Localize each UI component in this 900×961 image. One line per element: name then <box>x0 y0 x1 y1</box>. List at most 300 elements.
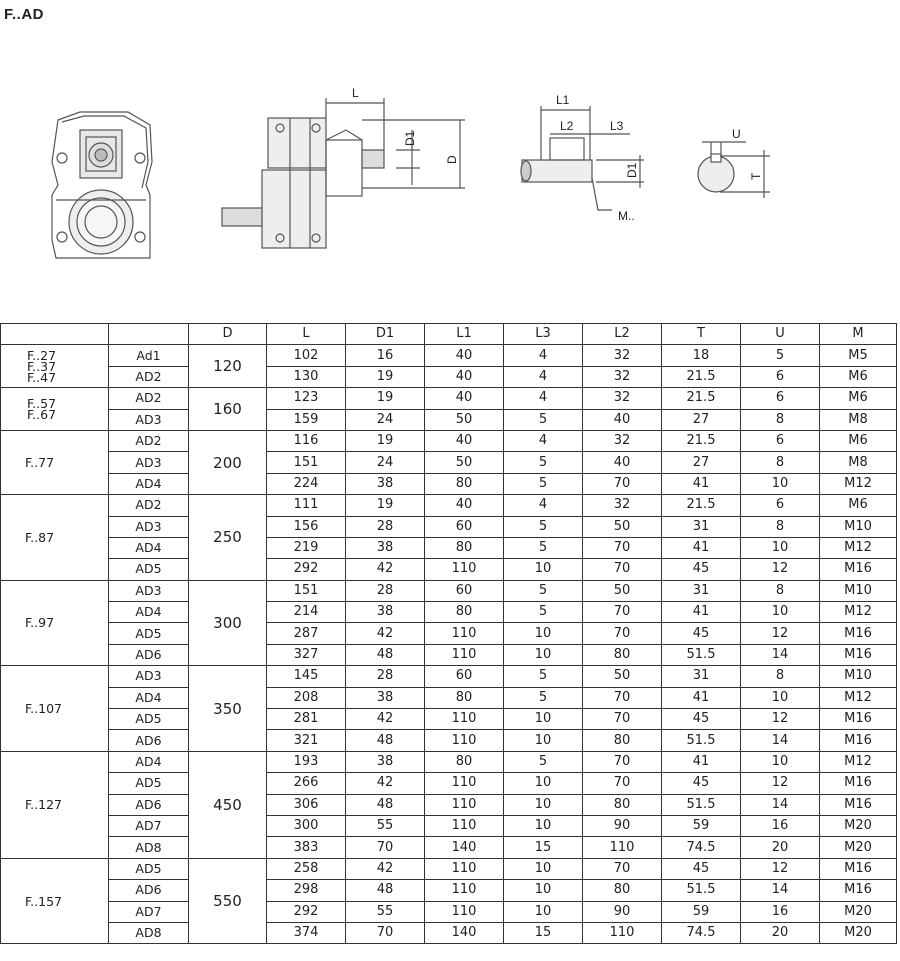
table-row <box>1 773 897 794</box>
adapter-type-cell: AD2 <box>109 388 189 409</box>
value-cell: 20 <box>741 922 820 943</box>
dim-label-L1: L1 <box>556 93 570 107</box>
value-cell: 4 <box>504 366 583 387</box>
value-cell: M12 <box>820 602 897 623</box>
adapter-type-cell: AD7 <box>109 901 189 922</box>
value-cell: 10 <box>504 559 583 580</box>
value-cell: 8 <box>741 666 820 687</box>
value-cell: 27 <box>662 409 741 430</box>
value-cell: 55 <box>346 815 425 836</box>
model-name: F..27 <box>27 347 57 363</box>
side-view-drawing <box>222 98 465 248</box>
value-cell: 6 <box>741 430 820 451</box>
table-row <box>1 516 897 537</box>
value-cell: 50 <box>583 666 662 687</box>
value-cell: M16 <box>820 773 897 794</box>
value-cell: M20 <box>820 815 897 836</box>
value-cell: 48 <box>346 880 425 901</box>
table-row <box>1 858 897 879</box>
value-cell: M12 <box>820 751 897 772</box>
value-cell: 14 <box>741 730 820 751</box>
dim-label-D: D <box>445 155 459 164</box>
value-cell: 5 <box>741 345 820 366</box>
model-name: F..157 <box>25 893 62 909</box>
value-cell: 151 <box>267 452 346 473</box>
column-header: T <box>662 324 741 345</box>
dim-label-T: T <box>749 172 763 180</box>
value-cell: M10 <box>820 580 897 601</box>
value-cell: 42 <box>346 623 425 644</box>
value-cell: 8 <box>741 580 820 601</box>
adapter-type-cell: AD3 <box>109 516 189 537</box>
adapter-type-cell: AD4 <box>109 751 189 772</box>
value-cell: 27 <box>662 452 741 473</box>
value-cell: 21.5 <box>662 366 741 387</box>
table-row <box>1 901 897 922</box>
table-row <box>1 730 897 751</box>
value-cell: 110 <box>583 922 662 943</box>
value-cell: M6 <box>820 495 897 516</box>
value-cell: 59 <box>662 815 741 836</box>
value-cell: 12 <box>741 858 820 879</box>
value-cell: 12 <box>741 709 820 730</box>
value-cell: M16 <box>820 709 897 730</box>
value-cell: 159 <box>267 409 346 430</box>
value-cell: M16 <box>820 559 897 580</box>
value-cell: M8 <box>820 452 897 473</box>
value-cell: 110 <box>583 837 662 858</box>
value-cell: 41 <box>662 537 741 558</box>
value-cell: 80 <box>425 473 504 494</box>
value-cell: M5 <box>820 345 897 366</box>
value-cell: 51.5 <box>662 880 741 901</box>
value-cell: 10 <box>504 644 583 665</box>
diameter-d-cell: 300 <box>189 580 267 666</box>
adapter-type-cell: AD8 <box>109 837 189 858</box>
adapter-type-cell: AD4 <box>109 473 189 494</box>
adapter-type-cell: AD3 <box>109 409 189 430</box>
value-cell: 10 <box>504 901 583 922</box>
value-cell: 10 <box>741 602 820 623</box>
value-cell: 116 <box>267 430 346 451</box>
value-cell: 5 <box>504 537 583 558</box>
adapter-type-cell: AD3 <box>109 452 189 473</box>
model-cell <box>1 858 109 944</box>
diameter-d-cell: 160 <box>189 388 267 431</box>
model-cell <box>1 430 109 494</box>
value-cell: M16 <box>820 880 897 901</box>
adapter-type-cell: AD3 <box>109 580 189 601</box>
value-cell: 50 <box>583 516 662 537</box>
adapter-type-cell: AD5 <box>109 709 189 730</box>
adapter-type-cell: AD6 <box>109 644 189 665</box>
value-cell: 12 <box>741 623 820 644</box>
value-cell: 306 <box>267 794 346 815</box>
value-cell: 151 <box>267 580 346 601</box>
value-cell: 110 <box>425 773 504 794</box>
table-row <box>1 666 897 687</box>
value-cell: 48 <box>346 730 425 751</box>
adapter-type-cell: AD6 <box>109 730 189 751</box>
value-cell: 298 <box>267 880 346 901</box>
model-name: F..47 <box>27 369 57 385</box>
table-row <box>1 922 897 943</box>
value-cell: 6 <box>741 388 820 409</box>
table-row <box>1 430 897 451</box>
column-header <box>1 324 109 345</box>
value-cell: 24 <box>346 409 425 430</box>
model-cell <box>1 751 109 858</box>
value-cell: 32 <box>583 495 662 516</box>
value-cell: 258 <box>267 858 346 879</box>
value-cell: 21.5 <box>662 430 741 451</box>
value-cell: 321 <box>267 730 346 751</box>
column-header: L3 <box>504 324 583 345</box>
keyway-section-drawing <box>698 142 770 198</box>
value-cell: 51.5 <box>662 644 741 665</box>
value-cell: 10 <box>504 880 583 901</box>
value-cell: M12 <box>820 537 897 558</box>
dimension-table <box>0 323 897 944</box>
value-cell: M20 <box>820 837 897 858</box>
table-row <box>1 345 897 366</box>
adapter-type-cell: AD2 <box>109 366 189 387</box>
value-cell: 70 <box>583 473 662 494</box>
value-cell: 19 <box>346 388 425 409</box>
value-cell: 70 <box>583 602 662 623</box>
dim-label-M: M.. <box>618 209 635 223</box>
value-cell: 40 <box>583 452 662 473</box>
model-name: F..77 <box>25 455 55 471</box>
dim-label-D1-shaft: D1 <box>625 162 639 178</box>
table-header-row <box>1 324 897 345</box>
value-cell: 208 <box>267 687 346 708</box>
adapter-type-cell: AD4 <box>109 537 189 558</box>
value-cell: 80 <box>425 751 504 772</box>
value-cell: 70 <box>346 922 425 943</box>
value-cell: 50 <box>425 409 504 430</box>
value-cell: 102 <box>267 345 346 366</box>
value-cell: 31 <box>662 666 741 687</box>
value-cell: 5 <box>504 751 583 772</box>
value-cell: 214 <box>267 602 346 623</box>
value-cell: M16 <box>820 794 897 815</box>
value-cell: 50 <box>583 580 662 601</box>
table-row <box>1 580 897 601</box>
value-cell: 5 <box>504 409 583 430</box>
value-cell: 14 <box>741 880 820 901</box>
value-cell: 281 <box>267 709 346 730</box>
value-cell: 32 <box>583 366 662 387</box>
value-cell: 10 <box>504 794 583 815</box>
value-cell: 18 <box>662 345 741 366</box>
model-cell <box>1 495 109 581</box>
value-cell: M20 <box>820 901 897 922</box>
value-cell: 4 <box>504 430 583 451</box>
value-cell: 28 <box>346 580 425 601</box>
value-cell: 24 <box>346 452 425 473</box>
value-cell: 45 <box>662 858 741 879</box>
diameter-d-cell: 200 <box>189 430 267 494</box>
value-cell: 40 <box>425 366 504 387</box>
value-cell: 12 <box>741 773 820 794</box>
dim-label-L2: L2 <box>560 119 574 133</box>
table-row <box>1 709 897 730</box>
value-cell: 70 <box>583 623 662 644</box>
model-name: F..37 <box>27 358 57 374</box>
adapter-type-cell: AD5 <box>109 559 189 580</box>
value-cell: 70 <box>583 559 662 580</box>
table-row <box>1 559 897 580</box>
value-cell: 41 <box>662 751 741 772</box>
value-cell: 40 <box>425 430 504 451</box>
table-row <box>1 687 897 708</box>
value-cell: 8 <box>741 452 820 473</box>
value-cell: 110 <box>425 644 504 665</box>
value-cell: 80 <box>425 687 504 708</box>
value-cell: M16 <box>820 644 897 665</box>
value-cell: 21.5 <box>662 495 741 516</box>
value-cell: 38 <box>346 473 425 494</box>
dim-label-D1: D1 <box>403 130 417 146</box>
table-row <box>1 452 897 473</box>
value-cell: 42 <box>346 858 425 879</box>
value-cell: M16 <box>820 858 897 879</box>
value-cell: 32 <box>583 345 662 366</box>
value-cell: M16 <box>820 730 897 751</box>
table-row <box>1 473 897 494</box>
column-header: L2 <box>583 324 662 345</box>
table-row <box>1 880 897 901</box>
value-cell: 110 <box>425 623 504 644</box>
table-row <box>1 815 897 836</box>
value-cell: 6 <box>741 495 820 516</box>
value-cell: 80 <box>583 730 662 751</box>
value-cell: 5 <box>504 473 583 494</box>
adapter-type-cell: AD2 <box>109 430 189 451</box>
column-header: L1 <box>425 324 504 345</box>
value-cell: 38 <box>346 537 425 558</box>
value-cell: 20 <box>741 837 820 858</box>
value-cell: 8 <box>741 516 820 537</box>
value-cell: 45 <box>662 559 741 580</box>
value-cell: 110 <box>425 858 504 879</box>
value-cell: 10 <box>741 473 820 494</box>
value-cell: 80 <box>583 644 662 665</box>
value-cell: 45 <box>662 623 741 644</box>
dim-label-L: L <box>352 86 359 100</box>
value-cell: 90 <box>583 901 662 922</box>
value-cell: 111 <box>267 495 346 516</box>
dim-label-L3: L3 <box>610 119 624 133</box>
front-view-drawing <box>52 112 152 258</box>
table-row <box>1 837 897 858</box>
value-cell: 70 <box>583 537 662 558</box>
value-cell: 42 <box>346 559 425 580</box>
column-header: M <box>820 324 897 345</box>
value-cell: 16 <box>741 815 820 836</box>
value-cell: 10 <box>741 537 820 558</box>
value-cell: 19 <box>346 495 425 516</box>
value-cell: 42 <box>346 773 425 794</box>
value-cell: 130 <box>267 366 346 387</box>
value-cell: 140 <box>425 922 504 943</box>
adapter-type-cell: AD3 <box>109 666 189 687</box>
value-cell: 292 <box>267 901 346 922</box>
model-name: F..107 <box>25 701 62 717</box>
adapter-type-cell: AD4 <box>109 687 189 708</box>
value-cell: 28 <box>346 516 425 537</box>
value-cell: 70 <box>583 751 662 772</box>
value-cell: 8 <box>741 409 820 430</box>
value-cell: 90 <box>583 815 662 836</box>
table-row <box>1 751 897 772</box>
value-cell: 40 <box>425 495 504 516</box>
value-cell: 41 <box>662 687 741 708</box>
value-cell: M8 <box>820 409 897 430</box>
value-cell: 10 <box>741 687 820 708</box>
table-row <box>1 388 897 409</box>
value-cell: M6 <box>820 366 897 387</box>
model-cell <box>1 666 109 752</box>
model-name: F..97 <box>25 615 55 631</box>
dimension-table-body <box>1 324 897 944</box>
table-row <box>1 409 897 430</box>
value-cell: 70 <box>583 773 662 794</box>
value-cell: 12 <box>741 559 820 580</box>
diameter-d-cell: 450 <box>189 751 267 858</box>
value-cell: 40 <box>583 409 662 430</box>
value-cell: 80 <box>583 794 662 815</box>
value-cell: 300 <box>267 815 346 836</box>
value-cell: M12 <box>820 473 897 494</box>
model-name: F..127 <box>25 797 62 813</box>
table-row <box>1 537 897 558</box>
value-cell: 10 <box>741 751 820 772</box>
value-cell: 5 <box>504 666 583 687</box>
value-cell: 32 <box>583 430 662 451</box>
value-cell: 110 <box>425 901 504 922</box>
table-row <box>1 623 897 644</box>
value-cell: 110 <box>425 709 504 730</box>
model-name: F..67 <box>27 407 57 423</box>
column-header <box>109 324 189 345</box>
value-cell: 110 <box>425 815 504 836</box>
value-cell: 16 <box>346 345 425 366</box>
value-cell: 45 <box>662 773 741 794</box>
adapter-type-cell: AD5 <box>109 623 189 644</box>
dim-label-U: U <box>732 127 741 141</box>
diameter-d-cell: 120 <box>189 345 267 388</box>
value-cell: 110 <box>425 730 504 751</box>
value-cell: 5 <box>504 602 583 623</box>
value-cell: 28 <box>346 666 425 687</box>
value-cell: 74.5 <box>662 837 741 858</box>
model-cell <box>1 388 109 431</box>
value-cell: 70 <box>583 858 662 879</box>
value-cell: M16 <box>820 623 897 644</box>
page-title: F..AD <box>4 6 44 23</box>
value-cell: 32 <box>583 388 662 409</box>
adapter-type-cell: AD5 <box>109 858 189 879</box>
value-cell: 10 <box>504 773 583 794</box>
model-cell <box>1 345 109 388</box>
value-cell: 140 <box>425 837 504 858</box>
value-cell: 4 <box>504 495 583 516</box>
value-cell: 16 <box>741 901 820 922</box>
table-row <box>1 366 897 387</box>
value-cell: 31 <box>662 580 741 601</box>
model-name: F..57 <box>27 396 57 412</box>
value-cell: 48 <box>346 794 425 815</box>
value-cell: 266 <box>267 773 346 794</box>
value-cell: 123 <box>267 388 346 409</box>
diameter-d-cell: 550 <box>189 858 267 944</box>
value-cell: 292 <box>267 559 346 580</box>
adapter-type-cell: AD7 <box>109 815 189 836</box>
value-cell: 14 <box>741 644 820 665</box>
value-cell: 5 <box>504 452 583 473</box>
value-cell: 70 <box>346 837 425 858</box>
adapter-type-cell: AD5 <box>109 773 189 794</box>
value-cell: 374 <box>267 922 346 943</box>
value-cell: 6 <box>741 366 820 387</box>
value-cell: 10 <box>504 623 583 644</box>
value-cell: 110 <box>425 559 504 580</box>
table-row <box>1 644 897 665</box>
model-name: F..87 <box>25 529 55 545</box>
value-cell: 70 <box>583 709 662 730</box>
value-cell: 80 <box>583 880 662 901</box>
value-cell: 19 <box>346 430 425 451</box>
value-cell: 156 <box>267 516 346 537</box>
value-cell: 74.5 <box>662 922 741 943</box>
column-header: D <box>189 324 267 345</box>
value-cell: 51.5 <box>662 730 741 751</box>
column-header: L <box>267 324 346 345</box>
value-cell: 5 <box>504 687 583 708</box>
value-cell: 70 <box>583 687 662 708</box>
value-cell: M10 <box>820 516 897 537</box>
value-cell: 383 <box>267 837 346 858</box>
adapter-type-cell: AD6 <box>109 880 189 901</box>
diameter-d-cell: 250 <box>189 495 267 581</box>
value-cell: 10 <box>504 709 583 730</box>
value-cell: 14 <box>741 794 820 815</box>
value-cell: 110 <box>425 880 504 901</box>
technical-drawing <box>0 80 900 300</box>
adapter-type-cell: AD2 <box>109 495 189 516</box>
adapter-type-cell: AD6 <box>109 794 189 815</box>
value-cell: 42 <box>346 709 425 730</box>
value-cell: 41 <box>662 602 741 623</box>
value-cell: 10 <box>504 815 583 836</box>
value-cell: 21.5 <box>662 388 741 409</box>
value-cell: 287 <box>267 623 346 644</box>
adapter-type-cell: AD8 <box>109 922 189 943</box>
value-cell: 60 <box>425 516 504 537</box>
value-cell: 5 <box>504 580 583 601</box>
value-cell: 55 <box>346 901 425 922</box>
adapter-type-cell: AD4 <box>109 602 189 623</box>
value-cell: 224 <box>267 473 346 494</box>
value-cell: 145 <box>267 666 346 687</box>
adapter-type-cell: Ad1 <box>109 345 189 366</box>
column-header: D1 <box>346 324 425 345</box>
value-cell: 45 <box>662 709 741 730</box>
table-row <box>1 602 897 623</box>
shaft-detail-drawing <box>521 106 644 210</box>
